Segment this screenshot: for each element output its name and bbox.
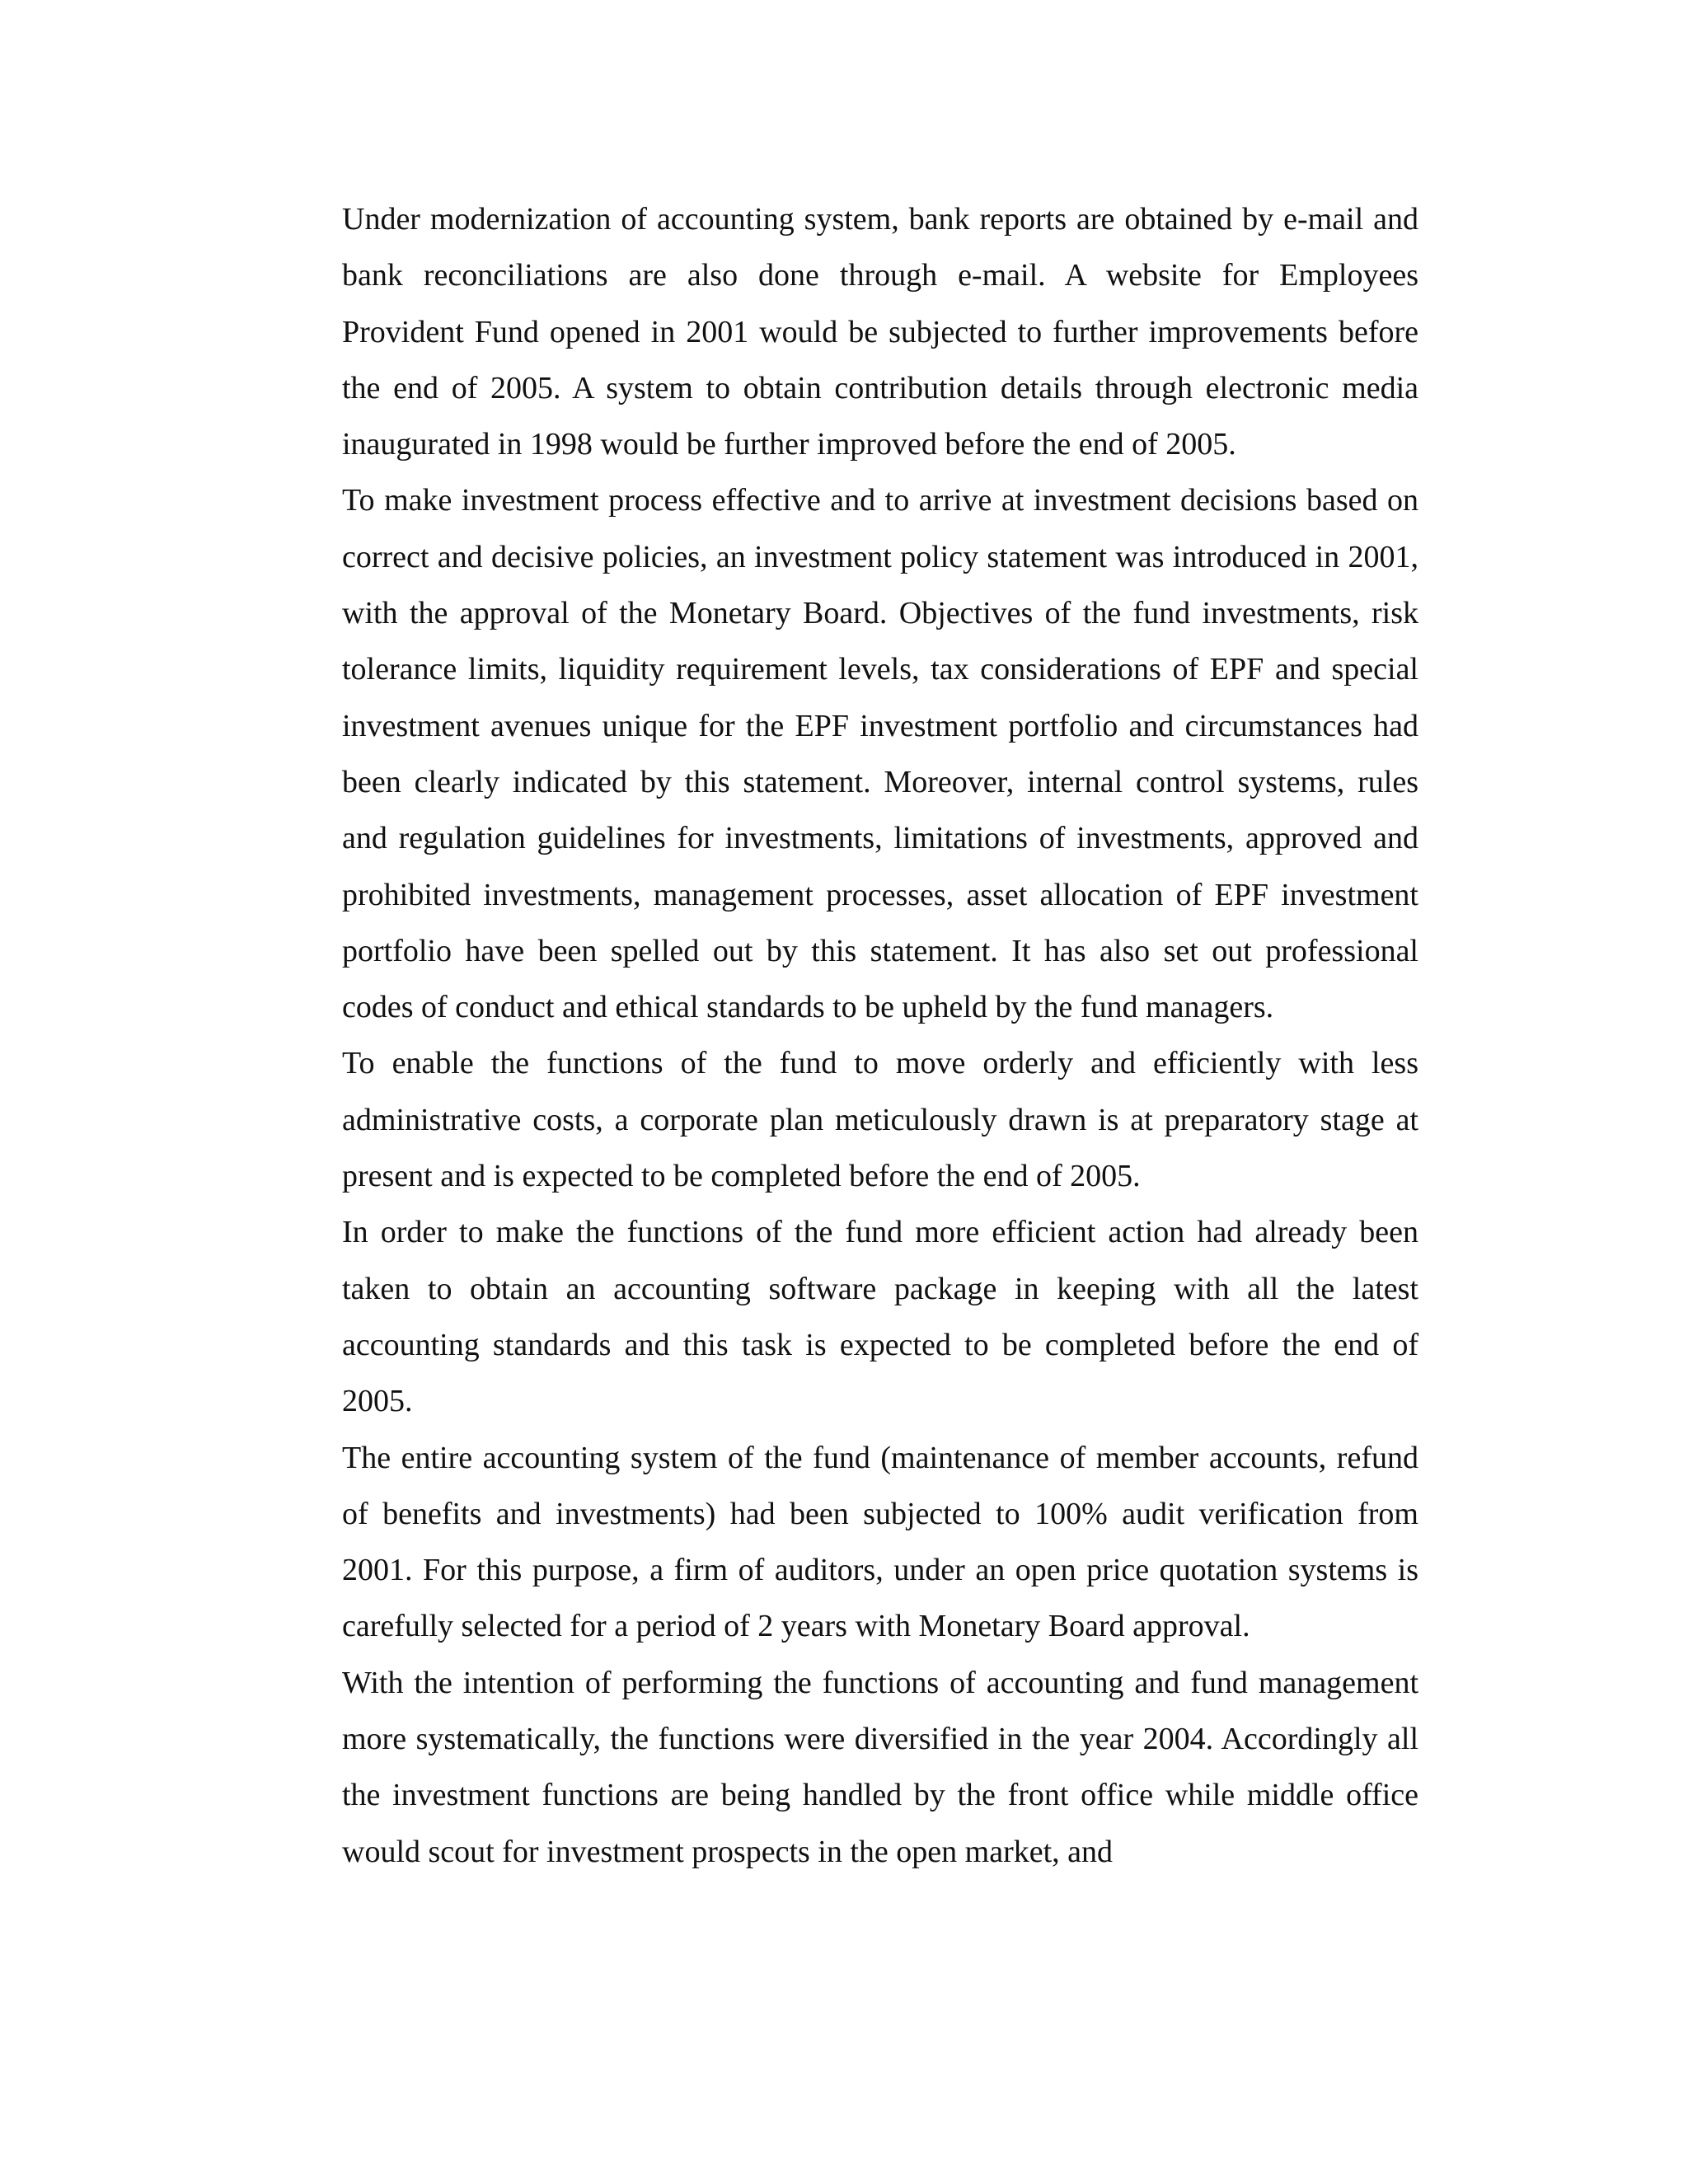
paragraph-accounting-software: In order to make the functions of the fund more efficient action had already been taken to obtain an accounting software package in keeping with all the latest accounting standards and this task is expected to be completed before the end of 2005. <box>342 1215 1418 1419</box>
paragraph-audit-verification: The entire accounting system of the fund (maintenance of member accounts, refund of benefits and investments) had been subjected to 100% audit verification from 2001. For this purpose, a firm of auditors, under an open price quotation systems is carefully selected for a period of 2 years with Monetary Board approval. <box>342 1440 1418 1644</box>
body-text <box>342 191 1418 1880</box>
paragraph-modernization: Under modernization of accounting system, bank reports are obtained by e-mail and bank reconciliations are also done through e-mail. A website for Employees Provident Fund opened in 2001 would be subjected to further improvements before the end of 2005. A system to obtain contribution details through electronic media inaugurated in 1998 would be further improved before the end of 2005. <box>342 202 1418 462</box>
paragraph-investment-policy: To make investment process effective and to arrive at investment decisions based on correct and decisive policies, an investment policy statement was introduced in 2001, with the approval of the Monetary Board. Objectives of the fund investments, risk tolerance limits, liquidity requirement levels, tax considerations of EPF and special investment avenues unique for the EPF investment portfolio and circumstances had been clearly indicated by this statement. Moreover, internal control systems, rules and regulation guidelines for investments, limitations of investments, approved and prohibited investments, management processes, asset allocation of EPF investment portfolio have been spelled out by this statement. It has also set out professional codes of conduct and ethical standards to be upheld by the fund managers. <box>342 483 1418 1025</box>
paragraph-functions-diversified: With the intention of performing the functions of accounting and fund management more systematically, the functions were diversified in the year 2004. Accordingly all the investment functions are being handled by the front office while middle office would scout for investment prospects in the open market, and <box>342 1665 1418 1869</box>
paragraph-corporate-plan: To enable the functions of the fund to move orderly and efficiently with less administrative costs, a corporate plan meticulously drawn is at preparatory stage at present and is expected to be completed before the end of 2005. <box>342 1046 1418 1194</box>
